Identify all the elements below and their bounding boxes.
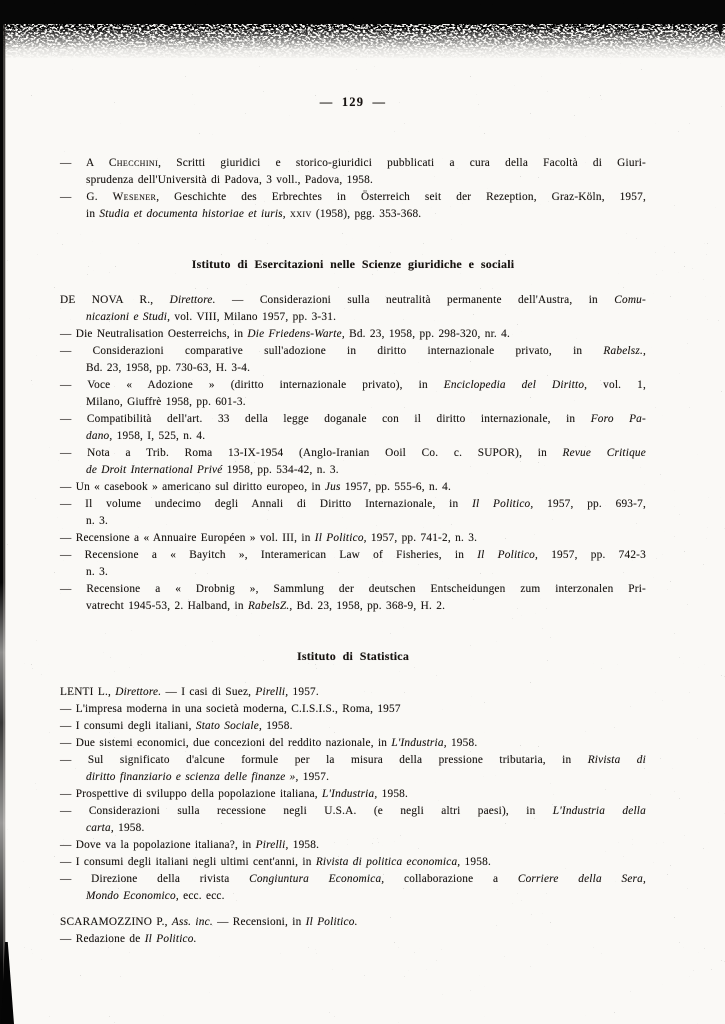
entry-line <box>86 172 646 189</box>
entry-line <box>60 701 646 718</box>
entry-line <box>86 206 646 223</box>
text: 1957, pp. 693-7, <box>533 498 646 510</box>
bibliography-entry <box>60 701 646 718</box>
entry-line <box>60 496 646 513</box>
text: — Nota a Trib. Roma 13-IX-1954 (Anglo-Iranian Ooil Co. c. SUPOR), in <box>60 447 563 459</box>
italic-text: Rivista di <box>587 754 646 766</box>
text: — A <box>60 157 109 169</box>
text: 1958. <box>377 788 409 800</box>
italic-text: L'Industria, <box>391 737 447 749</box>
text: Bd. 23, 1958, pp. 730-63, H. 3-4. <box>86 362 251 374</box>
italic-text: Jus <box>324 481 341 493</box>
entry-line <box>86 769 646 786</box>
italic-text: Il Politico, <box>477 549 539 561</box>
entry-line <box>86 564 646 581</box>
text: 1957, pp. 741-2, n. 3. <box>366 532 478 544</box>
text: — Considerazioni sulla recessione negli U.S.A. (e negli altri paesi), in <box>60 805 553 817</box>
entry-line <box>86 462 646 479</box>
text: — Recensione a « Annuaire Européen » vol. III, in <box>60 532 315 544</box>
entry-line <box>60 445 646 462</box>
italic-text: Il Politico. <box>305 916 358 928</box>
bibliography-entry <box>60 914 646 931</box>
text: SCARAMOZZINO P., <box>60 916 172 928</box>
entry-line <box>60 530 646 547</box>
italic-text: nicazioni e Studi, <box>86 311 171 323</box>
smallcaps-text: Checchini <box>108 157 159 169</box>
text: — Considerazioni sulla neutralità permanente dell'Austra, in <box>215 294 615 306</box>
italic-text: Foro Pa- <box>590 413 646 425</box>
bibliography-entry <box>60 581 646 615</box>
bibliography-entry <box>60 411 646 445</box>
entry-line <box>60 752 646 769</box>
scan-artifact-speckle-band <box>0 22 725 58</box>
text: LENTI L., <box>60 686 116 698</box>
italic-text: Corriere della Sera, <box>517 873 647 885</box>
italic-text: Pirelli, <box>255 686 289 698</box>
text: vatrecht 1945-53, 2. Halband, in <box>86 600 248 612</box>
bibliography-entry <box>60 735 646 752</box>
text: — Direzione della rivista <box>60 873 250 885</box>
bibliography-entry <box>60 786 646 803</box>
italic-text: Stato Sociale, <box>195 720 262 732</box>
bibliography-entry <box>60 496 646 530</box>
entry-line <box>60 377 646 394</box>
text: — Considerazioni comparative sull'adozione in diritto internazionale privato, in <box>60 345 604 357</box>
text: vol. VIII, Milano 1957, pp. 3-31. <box>170 311 337 323</box>
entry-line <box>86 309 646 326</box>
text: 1958. <box>446 737 478 749</box>
text: — I consumi degli italiani negli ultimi cent'anni, in <box>60 856 316 868</box>
bibliography-entry <box>60 530 646 547</box>
text: — Die Neutralisation Oesterreichs, in <box>60 328 248 340</box>
bibliography-entry <box>60 718 646 735</box>
entry-line <box>60 854 646 871</box>
text: 1957, pp. 742-3 <box>538 549 646 561</box>
text: — Il volume undecimo degli Annali di Diritto Internazionale, in <box>60 498 473 510</box>
italic-text: dano, <box>86 430 113 442</box>
text: sprudenza dell'Università di Padova, 3 voll., Padova, 1958. <box>86 174 374 186</box>
text: — Compatibilità dell'art. 33 della legge doganale con il diritto internazionale, in <box>60 413 591 425</box>
entry-line <box>60 786 646 803</box>
section-heading: Istituto di Esercitazioni nelle Scienze giuridiche e sociali <box>191 257 515 271</box>
bibliography-entry <box>60 377 646 411</box>
entry-line <box>60 343 646 360</box>
text: n. 3. <box>86 566 108 578</box>
italic-text: de Droit International Privé <box>86 464 223 476</box>
italic-text: Enciclopedia del Diritto, <box>443 379 588 391</box>
italic-text: Comu- <box>614 294 646 306</box>
text: — Dove va la popolazione italiana?, in <box>60 839 256 851</box>
bibliography-entry <box>60 803 646 837</box>
bibliography-entry <box>60 343 646 377</box>
bibliography-entry <box>60 445 646 479</box>
entry-line <box>60 411 646 428</box>
entry-line <box>60 479 646 496</box>
italic-text: Il Politico, <box>314 532 367 544</box>
bibliography-section <box>60 649 646 905</box>
bibliography-entry <box>60 752 646 786</box>
italic-text: Revue Critique <box>562 447 646 459</box>
entry-line <box>60 931 646 948</box>
entry-line <box>60 871 646 888</box>
smallcaps-text: xxiv <box>290 208 312 220</box>
text: — Un « casebook » americano sul diritto europeo, in <box>60 481 325 493</box>
text: — Prospettive di sviluppo della popolazione italiana, <box>60 788 323 800</box>
text: Bd. 23, 1958, pp. 298-320, nr. 4. <box>344 328 511 340</box>
bibliography-entry <box>60 547 646 581</box>
entry-line <box>60 735 646 752</box>
bibliography-entry <box>60 684 646 701</box>
bibliography-section <box>60 257 646 615</box>
text: — I consumi degli italiani, <box>60 720 196 732</box>
text: — Recensione a « Drobnig », Sammlung der deutschen Entscheidungen zum interzonalen Pri- <box>60 583 646 595</box>
text: 1958. <box>288 839 320 851</box>
bibliography-entry <box>60 155 646 189</box>
text: 1957. <box>288 686 319 698</box>
text: ecc. ecc. <box>178 890 225 902</box>
text: collaborazione a <box>384 873 518 885</box>
italic-text: L'Industria della <box>552 805 646 817</box>
entry-line <box>60 547 646 564</box>
bibliography-entry <box>60 189 646 223</box>
text: — Due sistemi economici, due concezioni del reddito nazionale, in <box>60 737 392 749</box>
text: , Geschichte des Erbrechtes in Österreich seit der Rezeption, Graz-Köln, 1957, <box>156 191 647 203</box>
entry-line <box>60 292 646 309</box>
text: in <box>86 208 100 220</box>
text: 1957, pp. 555-6, n. 4. <box>340 481 451 493</box>
bibliography-entry <box>60 854 646 871</box>
bibliography <box>60 155 646 948</box>
text: 1958, pp. 534-42, n. 3. <box>222 464 339 476</box>
bibliography-section <box>60 155 646 223</box>
italic-text: Rivista di politica economica, <box>315 856 461 868</box>
entry-line <box>60 189 646 206</box>
entry-line <box>60 581 646 598</box>
italic-text: diritto finanziario e scienza delle finanze », <box>86 771 299 783</box>
text: Milano, Giuffrè 1958, pp. 601-3. <box>86 396 246 408</box>
section-heading: Istituto di Statistica <box>296 649 410 663</box>
smallcaps-text: Wesener <box>112 191 157 203</box>
text: Bd. 23, 1958, pp. 368-9, H. 2. <box>292 600 446 612</box>
text: 1957. <box>298 771 330 783</box>
entry-line <box>86 428 646 445</box>
text: — G. <box>60 191 113 203</box>
bibliography-entry <box>60 837 646 854</box>
italic-text: Pirelli, <box>255 839 289 851</box>
italic-text: RabelsZ., <box>247 600 293 612</box>
text: , Scritti giuridici e storico-giuridici pubblicati a cura della Facoltà di Giuri- <box>158 157 646 169</box>
italic-text: L'Industria, <box>322 788 378 800</box>
italic-text: Ass. inc. <box>171 916 213 928</box>
entry-line <box>86 598 646 615</box>
text: — Recensione a « Bayitch », Interamerican Law of Fisheries, in <box>60 549 478 561</box>
text: (1958), pgg. 353-368. <box>311 208 422 220</box>
entry-line <box>86 888 646 905</box>
bibliography-entry <box>60 931 646 948</box>
text: 1958. <box>261 720 293 732</box>
page-content <box>60 95 646 948</box>
italic-text: Direttore. <box>115 686 162 698</box>
text: — L'impresa moderna in una società moderna, C.I.S.I.S., Roma, 1957 <box>60 703 401 715</box>
bibliography-section <box>60 914 646 948</box>
entry-line <box>86 360 646 377</box>
bibliography-entry <box>60 292 646 326</box>
text: 1958, I, 525, n. 4. <box>112 430 206 442</box>
text: — Sul significato d'alcune formule per la misura della pressione tributaria, in <box>60 754 588 766</box>
italic-text: Direttore. <box>169 294 216 306</box>
text: — Voce « Adozione » (diritto internazionale privato), in <box>60 379 444 391</box>
entry-line <box>86 394 646 411</box>
entry-line <box>60 837 646 854</box>
italic-text: Congiuntura Economica, <box>249 873 385 885</box>
italic-text: Rabelsz., <box>603 345 646 357</box>
text: n. 3. <box>86 515 108 527</box>
text: 1958. <box>460 856 491 868</box>
entry-line <box>60 718 646 735</box>
bibliography-entry <box>60 871 646 905</box>
text: vol. 1, <box>587 379 646 391</box>
entry-line <box>60 914 646 931</box>
entry-line <box>86 820 646 837</box>
italic-text: Die Friedens-Warte, <box>247 328 345 340</box>
text: — Redazione de <box>60 933 145 945</box>
entry-line <box>60 684 646 701</box>
entry-line <box>60 326 646 343</box>
italic-text: Mondo Economico, <box>86 890 179 902</box>
bibliography-entry <box>60 326 646 343</box>
entry-line <box>60 803 646 820</box>
italic-text: carta, <box>86 822 114 834</box>
text: — I casi di Suez, <box>161 686 256 698</box>
bibliography-entry <box>60 479 646 496</box>
text: DE NOVA R., <box>60 294 170 306</box>
page-number: — 129 — <box>319 95 387 109</box>
entry-line <box>86 513 646 530</box>
text: 1958. <box>113 822 145 834</box>
italic-text: Studia et documenta historiae et iuris, <box>99 208 286 220</box>
scan-artifact-top-band <box>0 0 725 24</box>
scan-artifact-binding-edge <box>0 20 8 1024</box>
italic-text: Il Politico. <box>144 933 197 945</box>
entry-line <box>60 155 646 172</box>
text: — Recensioni, in <box>212 916 306 928</box>
italic-text: Il Politico, <box>472 498 534 510</box>
